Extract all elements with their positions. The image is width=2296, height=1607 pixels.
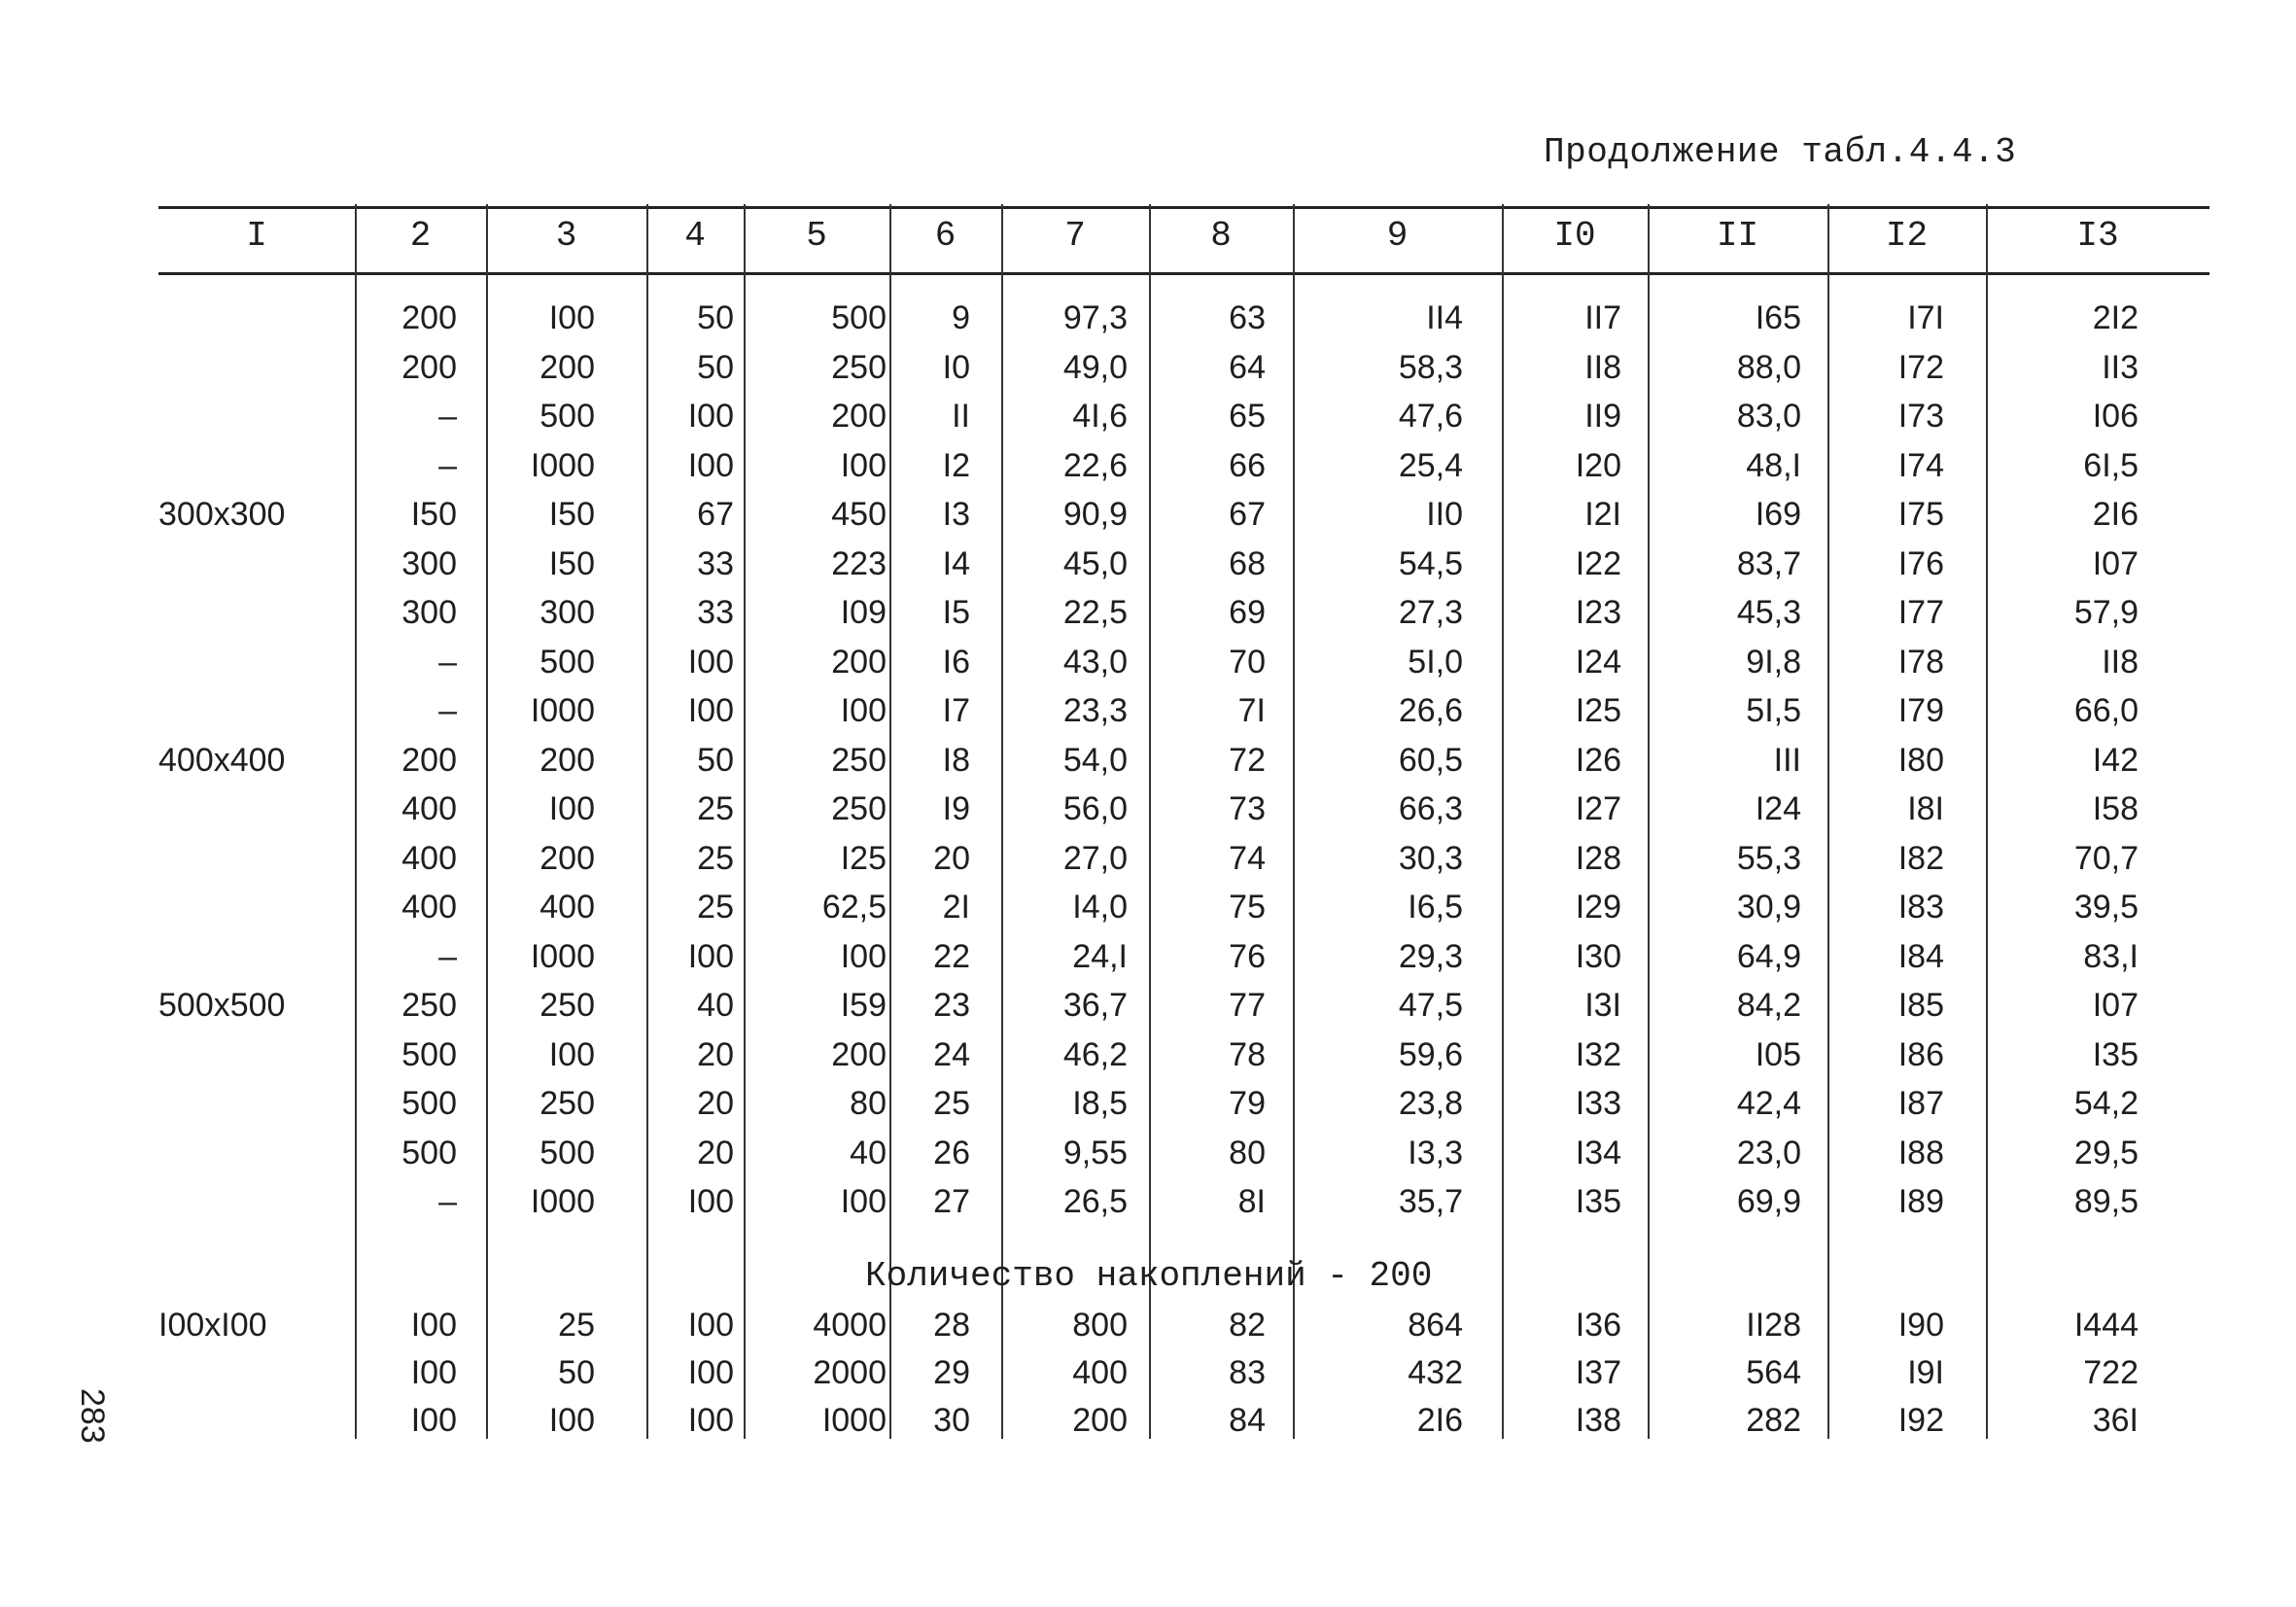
table-cell: 50: [697, 348, 734, 386]
table-cell: 450: [831, 496, 887, 533]
table-cell: 80: [850, 1085, 887, 1122]
table-cell: I92: [1897, 1402, 1944, 1439]
table-cell: I75: [1897, 496, 1944, 533]
column-header: II: [1716, 216, 1759, 256]
table-cell: I88: [1897, 1134, 1944, 1171]
table-cell: 400: [401, 889, 457, 926]
table-cell: 500: [401, 1035, 457, 1073]
table-cell: 400: [401, 839, 457, 877]
column-divider: [1149, 204, 1151, 1439]
column-header: I: [246, 216, 267, 256]
table-cell: 97,3: [1062, 299, 1128, 336]
table-cell: 500: [401, 1085, 457, 1122]
table-cell: 70,7: [2073, 839, 2139, 877]
table-cell: I36: [1575, 1307, 1621, 1344]
table-cell: I00: [687, 937, 734, 975]
table-cell: 2000: [813, 1354, 887, 1391]
table-cell: 300: [539, 594, 595, 631]
table-cell: I72: [1897, 348, 1944, 386]
table-cell: I00: [840, 446, 887, 484]
table-cell: 50: [697, 741, 734, 779]
column-header: 4: [684, 216, 706, 256]
table-cell: I84: [1897, 937, 1944, 975]
table-cell: I000: [530, 446, 595, 484]
table-cell: 200: [539, 348, 595, 386]
table-cell: I23: [1575, 594, 1621, 631]
table-cell: 5I,0: [1408, 643, 1463, 681]
table-cell: I73: [1897, 398, 1944, 435]
table-cell: I42: [2092, 741, 2139, 779]
table-cell: I2: [942, 446, 970, 484]
table-cell: 43,0: [1062, 643, 1128, 681]
table-cell: I76: [1897, 544, 1944, 582]
table-cell: I00: [548, 790, 595, 827]
table-cell: 25: [697, 790, 734, 827]
table-cell: 76: [1229, 937, 1266, 975]
table-cell: I50: [548, 496, 595, 533]
table-cell: I07: [2092, 987, 2139, 1024]
table-cell: 7I: [1237, 692, 1266, 729]
table-cell: II7: [1584, 299, 1621, 336]
table-cell: 23,0: [1736, 1134, 1801, 1171]
table-cell: 83: [1229, 1354, 1266, 1391]
table-cell: 46,2: [1062, 1035, 1128, 1073]
table-cell: I86: [1897, 1035, 1944, 1073]
table-cell: 83,7: [1736, 544, 1801, 582]
table-cell: 24: [933, 1035, 970, 1073]
table-cell: –: [438, 1183, 457, 1220]
table-cell: 77: [1229, 987, 1266, 1024]
table-cell: I8,5: [1072, 1085, 1128, 1122]
table-cell: I87: [1897, 1085, 1944, 1122]
table-cell: I65: [1755, 299, 1801, 336]
table-cell: 36I: [2092, 1402, 2139, 1439]
table-cell: 200: [539, 839, 595, 877]
table-cell: I85: [1897, 987, 1944, 1024]
row-label: I00xI00: [158, 1307, 267, 1344]
table-cell: I34: [1575, 1134, 1621, 1171]
table-cell: II: [952, 398, 970, 435]
table-cell: 500: [539, 1134, 595, 1171]
table-cell: 20: [933, 839, 970, 877]
table-cell: 250: [539, 1085, 595, 1122]
table-cell: 59,6: [1398, 1035, 1463, 1073]
table-cell: 83,0: [1736, 398, 1801, 435]
table-cell: I35: [1575, 1183, 1621, 1220]
table-cell: 200: [401, 348, 457, 386]
table-cell: 250: [831, 790, 887, 827]
page-number: 283: [74, 1388, 111, 1444]
column-divider: [1648, 204, 1650, 1439]
table-cell: II9: [1584, 398, 1621, 435]
table-cell: I37: [1575, 1354, 1621, 1391]
table-cell: I6,5: [1408, 889, 1463, 926]
table-cell: 26: [933, 1134, 970, 1171]
table-cell: 30: [933, 1402, 970, 1439]
table-cell: I32: [1575, 1035, 1621, 1073]
column-divider: [1827, 204, 1829, 1439]
table-cell: 66,0: [2073, 692, 2139, 729]
table-cell: 9: [952, 299, 970, 336]
column-header: 6: [934, 216, 957, 256]
table-cell: 722: [2083, 1354, 2139, 1391]
table-cell: 23,3: [1062, 692, 1128, 729]
column-divider: [1502, 204, 1504, 1439]
table-cell: I00: [548, 1035, 595, 1073]
table-cell: 29: [933, 1354, 970, 1391]
table-top-rule: [158, 206, 2209, 209]
table-cell: I4: [942, 544, 970, 582]
table-cell: II3: [2102, 348, 2139, 386]
table-cell: II8: [2102, 643, 2139, 681]
table-cell: 84,2: [1736, 987, 1801, 1024]
table-cell: I444: [2073, 1307, 2139, 1344]
column-divider: [355, 204, 357, 1439]
table-cell: 23,8: [1398, 1085, 1463, 1122]
table-cell: 89,5: [2073, 1183, 2139, 1220]
table-cell: 20: [697, 1035, 734, 1073]
table-cell: 250: [831, 741, 887, 779]
table-cell: I09: [840, 594, 887, 631]
table-cell: I00: [840, 692, 887, 729]
column-divider: [889, 204, 891, 1439]
table-cell: 67: [697, 496, 734, 533]
column-header: 3: [555, 216, 577, 256]
table-cell: 68: [1229, 544, 1266, 582]
table-cell: 57,9: [2073, 594, 2139, 631]
table-caption: Продолжение табл.4.4.3: [1544, 132, 2017, 172]
row-label: 300x300: [158, 496, 286, 533]
table-cell: 200: [1072, 1402, 1128, 1439]
table-cell: 80: [1229, 1134, 1266, 1171]
table-cell: 45,3: [1736, 594, 1801, 631]
table-cell: I38: [1575, 1402, 1621, 1439]
table-cell: I22: [1575, 544, 1621, 582]
table-cell: 49,0: [1062, 348, 1128, 386]
table-cell: I59: [840, 987, 887, 1024]
column-divider: [1001, 204, 1003, 1439]
table-cell: 55,3: [1736, 839, 1801, 877]
table-cell: I74: [1897, 446, 1944, 484]
table-cell: 48,I: [1746, 446, 1801, 484]
column-divider: [1986, 204, 1988, 1439]
column-header: I2: [1885, 216, 1929, 256]
table-cell: I00: [548, 299, 595, 336]
column-header: I3: [2076, 216, 2119, 256]
table-cell: 33: [697, 544, 734, 582]
table-cell: 20: [697, 1085, 734, 1122]
table-cell: 20: [697, 1134, 734, 1171]
table-cell: I24: [1575, 643, 1621, 681]
table-cell: I00: [687, 1307, 734, 1344]
table-cell: I00: [687, 1354, 734, 1391]
table-cell: 864: [1408, 1307, 1463, 1344]
table-cell: I9I: [1907, 1354, 1944, 1391]
column-header: 9: [1386, 216, 1409, 256]
table-cell: I30: [1575, 937, 1621, 975]
table-cell: 64,9: [1736, 937, 1801, 975]
table-cell: I80: [1897, 741, 1944, 779]
table-cell: I06: [2092, 398, 2139, 435]
table-cell: 47,5: [1398, 987, 1463, 1024]
table-cell: 28: [933, 1307, 970, 1344]
column-divider: [744, 204, 746, 1439]
table-cell: I7: [942, 692, 970, 729]
table-cell: 58,3: [1398, 348, 1463, 386]
table-cell: I9: [942, 790, 970, 827]
table-cell: I00: [687, 1183, 734, 1220]
table-cell: 200: [401, 299, 457, 336]
table-cell: I79: [1897, 692, 1944, 729]
table-cell: 25: [697, 839, 734, 877]
table-cell: 26,5: [1062, 1183, 1128, 1220]
table-cell: 2I6: [1416, 1402, 1463, 1439]
table-cell: 26,6: [1398, 692, 1463, 729]
column-header: 5: [806, 216, 827, 256]
table-cell: 70: [1229, 643, 1266, 681]
table-cell: 72: [1229, 741, 1266, 779]
table-cell: 400: [401, 790, 457, 827]
table-cell: 39,5: [2073, 889, 2139, 926]
row-label: 500x500: [158, 987, 286, 1024]
table-cell: –: [438, 643, 457, 681]
table-cell: 5I,5: [1746, 692, 1801, 729]
column-header: 2: [409, 216, 432, 256]
table-cell: 78: [1229, 1035, 1266, 1073]
table-cell: I82: [1897, 839, 1944, 877]
table-cell: I50: [410, 496, 457, 533]
table-cell: 27,3: [1398, 594, 1463, 631]
table-cell: I7I: [1907, 299, 1944, 336]
table-cell: I5: [942, 594, 970, 631]
table-cell: 500: [831, 299, 887, 336]
table-header-rule: [158, 272, 2209, 275]
row-label: 400x400: [158, 741, 286, 779]
table-cell: 22: [933, 937, 970, 975]
table-cell: 8I: [1237, 1183, 1266, 1220]
table-cell: 800: [1072, 1307, 1128, 1344]
table-cell: 75: [1229, 889, 1266, 926]
table-cell: 66,3: [1398, 790, 1463, 827]
table-cell: 200: [831, 1035, 887, 1073]
table-cell: I07: [2092, 544, 2139, 582]
table-cell: I000: [530, 1183, 595, 1220]
table-cell: I8: [942, 741, 970, 779]
table-cell: I00: [687, 1402, 734, 1439]
table-cell: I8I: [1907, 790, 1944, 827]
table-cell: 35,7: [1398, 1183, 1463, 1220]
table-cell: 25: [697, 889, 734, 926]
table-cell: 30,9: [1736, 889, 1801, 926]
table-cell: 25: [558, 1307, 595, 1344]
table-cell: 4I,6: [1072, 398, 1128, 435]
table-cell: 200: [831, 643, 887, 681]
table-cell: 60,5: [1398, 741, 1463, 779]
table-cell: I05: [1755, 1035, 1801, 1073]
table-cell: I27: [1575, 790, 1621, 827]
table-cell: I35: [2092, 1035, 2139, 1073]
table-cell: 88,0: [1736, 348, 1801, 386]
table-cell: 9,55: [1062, 1134, 1128, 1171]
table-cell: 27: [933, 1183, 970, 1220]
table-cell: II4: [1426, 299, 1463, 336]
table-cell: 83,I: [2083, 937, 2139, 975]
table-cell: –: [438, 937, 457, 975]
table-cell: 4000: [813, 1307, 887, 1344]
table-cell: 432: [1408, 1354, 1463, 1391]
table-cell: 400: [1072, 1354, 1128, 1391]
table-cell: I24: [1755, 790, 1801, 827]
table-cell: 33: [697, 594, 734, 631]
table-cell: I25: [840, 839, 887, 877]
table-cell: –: [438, 398, 457, 435]
table-cell: 200: [539, 741, 595, 779]
table-cell: 50: [558, 1354, 595, 1391]
table-cell: 9I,8: [1746, 643, 1801, 681]
table-cell: 250: [831, 348, 887, 386]
column-divider: [486, 204, 488, 1439]
table-cell: I58: [2092, 790, 2139, 827]
table-cell: 74: [1229, 839, 1266, 877]
table-cell: 6I,5: [2083, 446, 2139, 484]
table-cell: 29,5: [2073, 1134, 2139, 1171]
table-cell: I000: [821, 1402, 887, 1439]
table-cell: 63: [1229, 299, 1266, 336]
table-cell: 67: [1229, 496, 1266, 533]
table-cell: 84: [1229, 1402, 1266, 1439]
section-note: Количество накоплений - 200: [865, 1256, 1433, 1296]
table-cell: 40: [697, 987, 734, 1024]
table-cell: 2I: [942, 889, 970, 926]
table-cell: 223: [831, 544, 887, 582]
table-cell: 62,5: [821, 889, 887, 926]
table-cell: 25,4: [1398, 446, 1463, 484]
table-cell: I00: [548, 1402, 595, 1439]
table-cell: I00: [687, 692, 734, 729]
table-cell: I3,3: [1408, 1134, 1463, 1171]
column-header: I0: [1553, 216, 1596, 256]
table-cell: I0: [942, 348, 970, 386]
table-cell: 64: [1229, 348, 1266, 386]
table-cell: 282: [1746, 1402, 1801, 1439]
table-cell: II8: [1584, 348, 1621, 386]
table-cell: I25: [1575, 692, 1621, 729]
table-cell: 23: [933, 987, 970, 1024]
table-cell: I00: [687, 398, 734, 435]
table-cell: 82: [1229, 1307, 1266, 1344]
table-cell: 25: [933, 1085, 970, 1122]
table-cell: 42,4: [1736, 1085, 1801, 1122]
table-cell: 564: [1746, 1354, 1801, 1391]
table-cell: 2I6: [2092, 496, 2139, 533]
column-divider: [1293, 204, 1295, 1439]
table-cell: 36,7: [1062, 987, 1128, 1024]
table-cell: I000: [530, 692, 595, 729]
column-divider: [646, 204, 648, 1439]
table-cell: I00: [410, 1402, 457, 1439]
table-cell: 300: [401, 594, 457, 631]
table-cell: I78: [1897, 643, 1944, 681]
table-cell: I89: [1897, 1183, 1944, 1220]
table-cell: 50: [697, 299, 734, 336]
table-cell: 250: [401, 987, 457, 1024]
table-cell: 22,6: [1062, 446, 1128, 484]
table-cell: 2I2: [2092, 299, 2139, 336]
table-cell: II0: [1426, 496, 1463, 533]
table-cell: 29,3: [1398, 937, 1463, 975]
table-cell: I28: [1575, 839, 1621, 877]
table-cell: I33: [1575, 1085, 1621, 1122]
column-header: 8: [1210, 216, 1232, 256]
table-cell: I00: [840, 1183, 887, 1220]
table-cell: I3I: [1584, 987, 1621, 1024]
table-cell: I000: [530, 937, 595, 975]
table-cell: I00: [410, 1307, 457, 1344]
table-cell: 500: [539, 643, 595, 681]
table-cell: I00: [840, 937, 887, 975]
table-cell: 69,9: [1736, 1183, 1801, 1220]
table-cell: 22,5: [1062, 594, 1128, 631]
column-header: 7: [1064, 216, 1086, 256]
table-cell: 250: [539, 987, 595, 1024]
table-cell: III: [1773, 741, 1801, 779]
table-cell: 200: [401, 741, 457, 779]
table-cell: 30,3: [1398, 839, 1463, 877]
table-cell: I90: [1897, 1307, 1944, 1344]
table-cell: I20: [1575, 446, 1621, 484]
table-cell: 400: [539, 889, 595, 926]
table-cell: 200: [831, 398, 887, 435]
table-cell: 500: [401, 1134, 457, 1171]
table-cell: 300: [401, 544, 457, 582]
table-cell: 54,2: [2073, 1085, 2139, 1122]
table-cell: 79: [1229, 1085, 1266, 1122]
table-cell: 47,6: [1398, 398, 1463, 435]
table-cell: –: [438, 446, 457, 484]
table-cell: I6: [942, 643, 970, 681]
table-cell: 66: [1229, 446, 1266, 484]
table-cell: 45,0: [1062, 544, 1128, 582]
table-cell: I2I: [1584, 496, 1621, 533]
table-cell: –: [438, 692, 457, 729]
table-cell: I4,0: [1072, 889, 1128, 926]
table-cell: I00: [687, 643, 734, 681]
table-cell: 40: [850, 1134, 887, 1171]
table-cell: I00: [687, 446, 734, 484]
table-cell: 54,0: [1062, 741, 1128, 779]
table-cell: 500: [539, 398, 595, 435]
table-cell: 73: [1229, 790, 1266, 827]
table-cell: I50: [548, 544, 595, 582]
table-cell: 27,0: [1062, 839, 1128, 877]
table-cell: I29: [1575, 889, 1621, 926]
table-cell: 24,I: [1072, 937, 1128, 975]
table-cell: 54,5: [1398, 544, 1463, 582]
table-cell: 65: [1229, 398, 1266, 435]
table-cell: I77: [1897, 594, 1944, 631]
table-cell: I69: [1755, 496, 1801, 533]
table-cell: II28: [1746, 1307, 1801, 1344]
table-cell: I3: [942, 496, 970, 533]
table-cell: I83: [1897, 889, 1944, 926]
table-cell: 90,9: [1062, 496, 1128, 533]
table-cell: 56,0: [1062, 790, 1128, 827]
table-cell: 69: [1229, 594, 1266, 631]
table-cell: I26: [1575, 741, 1621, 779]
table-cell: I00: [410, 1354, 457, 1391]
